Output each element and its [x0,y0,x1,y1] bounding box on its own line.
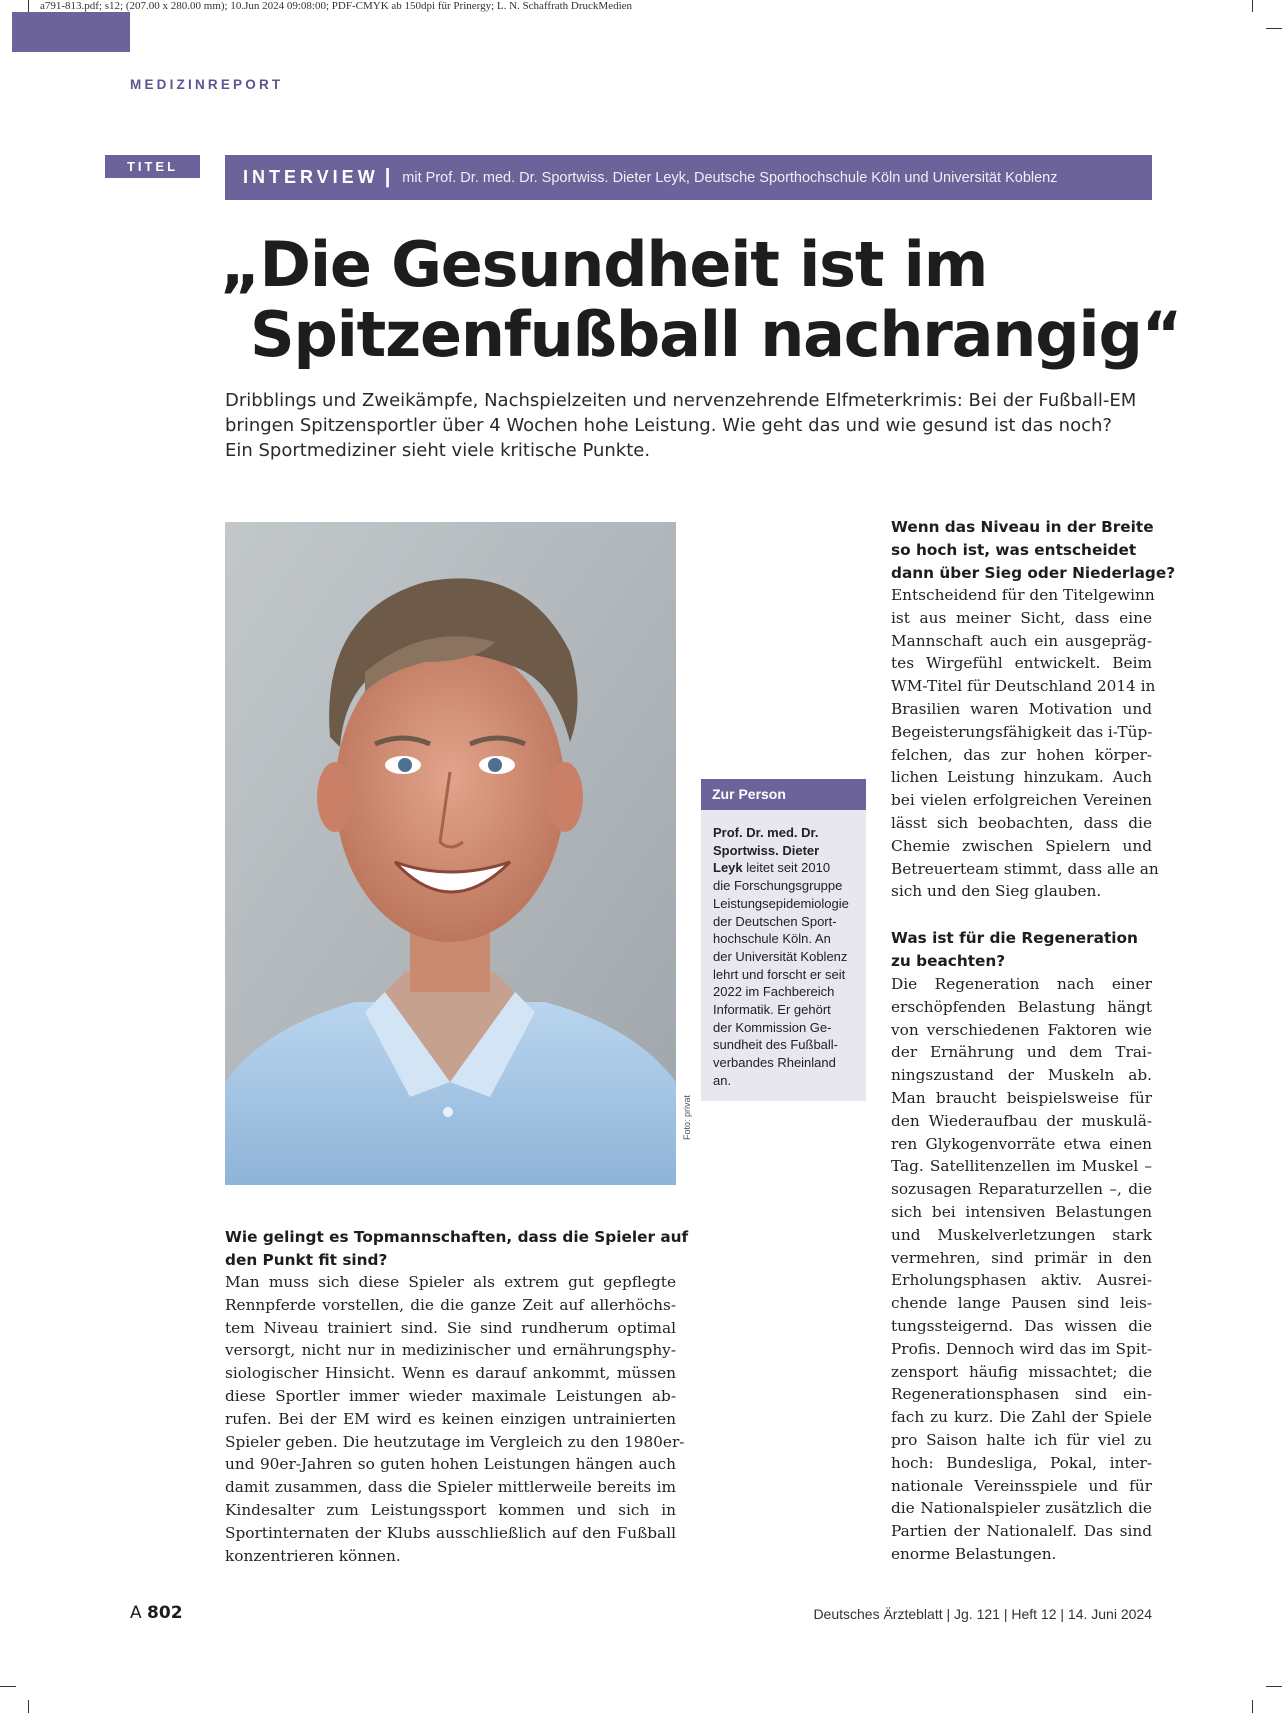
photo-credit: Foto: privat [682,1094,692,1140]
sidebar-line: verbandes Rheinland [713,1055,836,1071]
headline-line-2: Spitzenfußball nachrangig“ [250,298,1182,371]
right-question-1: Wenn das Niveau in der Breite so hoch ist, was entscheidet dann über Sieg oder Niederlage? [891,518,1176,582]
right-answer-2: Die Regeneration nach einer erschöpfenden Belastung hängt von verschiedenen Faktoren wie der Ernährung und dem Trai- ningszustand der Muskeln ab. Man braucht beispielsweise für den Wiederaufbau der muskulä- ren Glykogenvorräte etwa einen Tag. Satellitenzellen im Muskel – sozusagen Reparaturzellen –, die sich bei intensiven Belastungen und Muskelverletzungen stark vermehren, sind primär in den Erholungsphasen aktiv. Ausrei- chende lange Pausen sind leis- tungssteigernd. Das wissen die Profis. Dennoch wird das im Spit- zensport häufig missachtet; die Regenerationsphasen sind ein- fach zu kurz. Die Zahl der Spiele pro Saison halte ich für viel zu hoch: Bundesliga, Pokal, inter- nationale Vereinsspiele und für die Nationalspieler zusätzlich die Partien der Nationalelf. Das sind enorme Belastungen. [891,975,1152,1563]
sidebar-line: Prof. Dr. med. Dr. [713,825,819,840]
titel-label: TITEL [105,155,200,178]
crop-mark [28,0,29,12]
sidebar-line: Leyk leitet seit 2010 [713,860,831,876]
sidebar-line: Sportwiss. Dieter [713,842,820,858]
sidebar-body [713,824,863,1090]
portrait-photo [225,522,676,1185]
right-question-2: Was ist für die Regeneration zu beachten? [891,929,1138,970]
sidebar-line: lehrt und forscht er seit [713,966,846,982]
page-number: A 802 [130,1603,183,1623]
teaser-line: bringen Spitzensportler über 4 Wochen hohe Leistung. Wie geht das und wie gesund ist das noch? [225,415,1112,436]
crop-mark [1252,1700,1253,1713]
left-answer: Man muss sich diese Spieler als extrem gut gepflegte Rennpferde vorstellen, die die ganze Zeit auf allerhöchs- tem Niveau trainiert sind. Sie sind rundherum optimal versorgt, nicht nur in medizinischer und ernährungsphy- siologischer Hinsicht. Wenn es darauf ankommt, müssen diese Sportler immer wieder maximale Leistungen ab- rufen. Bei der EM wird es keinen einzigen untrainierten Spieler geben. Die heutzutage im Vergleich zu den 1980er- und 90er-Jahren so guten hohen Leistungen hängen auch damit zusammen, dass die Spieler mittlerweile bereits im Kindesalter zum Leistungssport kommen und sich in Sportinternaten der Klubs ausschließlich auf den Fußball konzentrieren können. [225,1273,685,1565]
corner-color-tab [12,12,130,52]
crop-mark [0,1686,16,1687]
sidebar-line: der Kommission Ge- [713,1019,832,1035]
teaser-line: Ein Sportmediziner sieht viele kritische Punkte. [225,440,651,461]
crop-mark [1252,0,1253,12]
sidebar-line: der Universität Koblenz [713,948,848,964]
print-slug: a791-813.pdf; s12; (207.00 x 280.00 mm); 10.Jun 2024 09:08:00; PDF-CMYK ab 150dpi für Prinergy; L. N. Schaffrath DruckMedien [40,0,633,12]
right-answer-1: Entscheidend für den Titelgewinn ist aus meiner Sicht, dass eine Mannschaft auch ein ausgepräg- tes Wirgefühl entwickelt. Beim WM-Titel für Deutschland 2014 in Brasilien waren Motivation und Begeisterungsfähigkeit das i-Tüp- felchen, das zur hohen körper- lichen Leistung hinzukam. Auch bei vielen erfolgreichen Vereinen lässt sich beobachten, dass die Chemie zwischen Spielern und Betreuerteam stimmt, dass alle an sich und den Sieg glauben. [891,586,1159,901]
sidebar-line: sundheit des Fußball- [713,1037,839,1053]
sidebar-title: Zur Person [701,779,866,810]
teaser [225,388,1155,463]
teaser-line: Dribblings und Zweikämpfe, Nachspielzeiten und nervenzehrende Elfmeterkrimis: Bei der Fußball-EM [225,390,1137,411]
crop-mark [1266,1686,1282,1687]
sidebar-line: die Forschungsgruppe [713,878,843,894]
sidebar-line: an. [713,1072,732,1088]
sidebar-line: der Deutschen Sport- [713,913,837,929]
sidebar-line: Informatik. Er gehört [713,1002,831,1018]
sidebar-line: 2022 im Fachbereich [713,984,835,1000]
interview-keyword: INTERVIEW [243,167,379,187]
left-question: Wie gelingt es Topmannschaften, dass die Spieler auf den Punkt fit sind? [225,1228,689,1269]
sidebar-line: hochschule Köln. An [713,931,831,947]
interview-separator: | [384,166,391,188]
section-label: MEDIZINREPORT [130,77,284,92]
portrait-illustration [225,522,676,1185]
crop-mark [28,1700,29,1713]
interview-bar [225,155,1152,200]
crop-mark [1266,28,1282,29]
interview-subtitle: mit Prof. Dr. med. Dr. Sportwiss. Dieter Leyk, Deutsche Sporthochschule Köln und Universität Koblenz [402,169,1058,186]
journal-info: Deutsches Ärzteblatt | Jg. 121 | Heft 12 | 14. Juni 2024 [813,1606,1152,1622]
headline [220,230,1180,370]
sidebar-line: Leistungsepidemiologie [713,895,849,911]
headline-line-1: „Die Gesundheit ist im [220,228,988,301]
